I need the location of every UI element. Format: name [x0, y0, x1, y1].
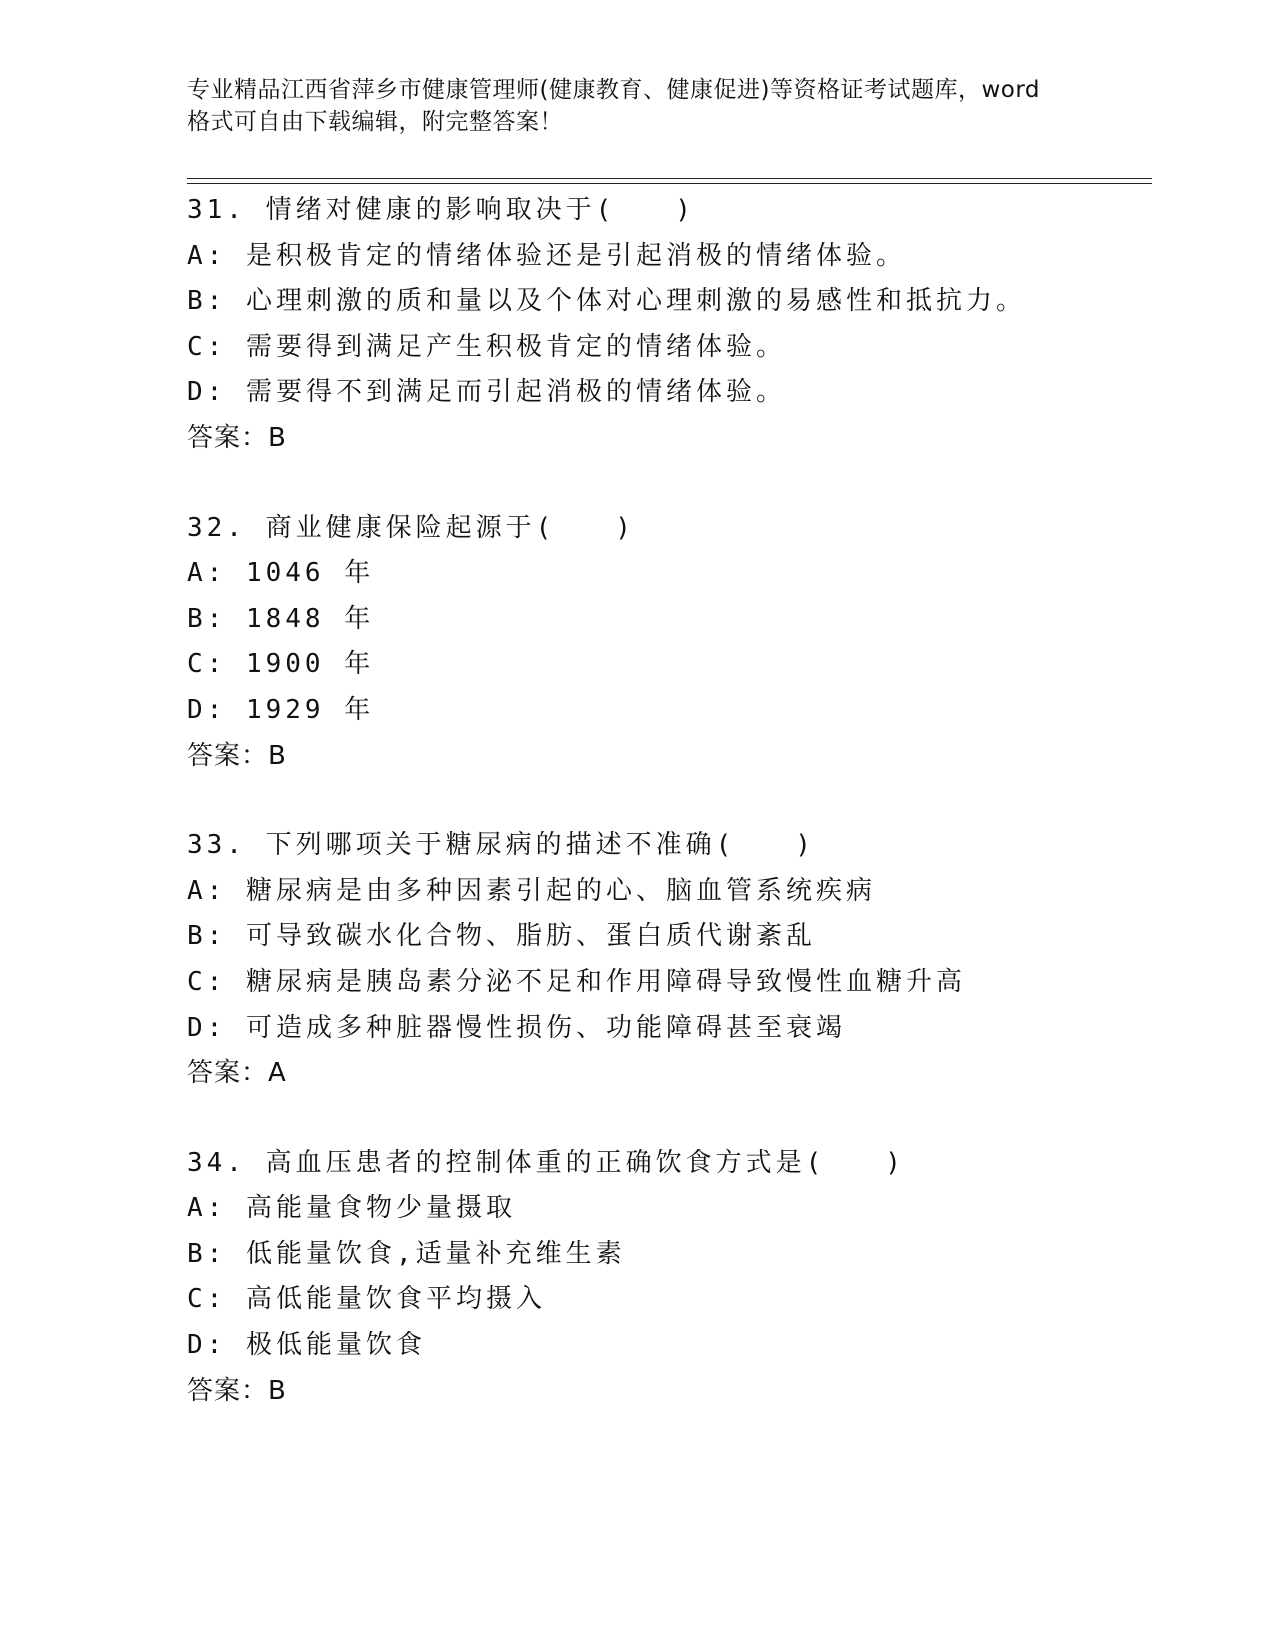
option-c: C: 糖尿病是胰岛素分泌不足和作用障碍导致慢性血糖升高	[187, 966, 966, 997]
question-31	[187, 188, 1147, 462]
option-c: C: 1900 年	[187, 649, 375, 680]
option-c: C: 高低能量饮食平均摄入	[187, 1284, 546, 1315]
option-a: A: 高能量食物少量摄取	[187, 1193, 516, 1224]
question-stem: 34. 高血压患者的控制体重的正确饮食方式是( )	[187, 1147, 905, 1178]
option-c: C: 需要得到满足产生积极肯定的情绪体验。	[187, 331, 786, 362]
question-stem: 32. 商业健康保险起源于( )	[187, 512, 635, 543]
option-b: B: 可导致碳水化合物、脂肪、蛋白质代谢紊乱	[187, 921, 816, 952]
question-list	[187, 188, 1147, 1458]
header-divider-bottom	[187, 183, 1152, 184]
option-d: D: 1929 年	[187, 694, 375, 725]
question-32	[187, 506, 1147, 780]
header-line-1: 专业精品江西省萍乡市健康管理师(健康教育、健康促进)等资格证考试题库，word	[187, 77, 1040, 103]
answer-label: 答案：A	[187, 1058, 287, 1089]
option-d: D: 极低能量饮食	[187, 1330, 426, 1361]
answer-label: 答案：B	[187, 422, 287, 453]
header-divider-top	[187, 178, 1152, 179]
question-stem: 31. 情绪对健康的影响取决于( )	[187, 195, 695, 225]
question-stem: 33. 下列哪项关于糖尿病的描述不准确( )	[187, 830, 815, 861]
option-d: D: 需要得不到满足而引起消极的情绪体验。	[187, 377, 786, 408]
option-b: B: 心理刺激的质和量以及个体对心理刺激的易感性和抵抗力。	[187, 286, 1026, 317]
option-d: D: 可造成多种脏器慢性损伤、功能障碍甚至衰竭	[187, 1012, 846, 1043]
header-line-2: 格式可自由下载编辑，附完整答案！	[187, 109, 563, 135]
option-a: A: 是积极肯定的情绪体验还是引起消极的情绪体验。	[187, 240, 906, 271]
answer-label: 答案：B	[187, 1375, 287, 1406]
option-a: A: 糖尿病是由多种因素引起的心、脑血管系统疾病	[187, 875, 876, 906]
document-header	[187, 74, 1087, 138]
answer-label: 答案：B	[187, 740, 287, 771]
option-b: B: 低能量饮食,适量补充维生素	[187, 1238, 626, 1269]
option-b: B: 1848 年	[187, 603, 375, 634]
question-33	[187, 823, 1147, 1097]
option-a: A: 1046 年	[187, 558, 375, 589]
question-34	[187, 1141, 1147, 1415]
